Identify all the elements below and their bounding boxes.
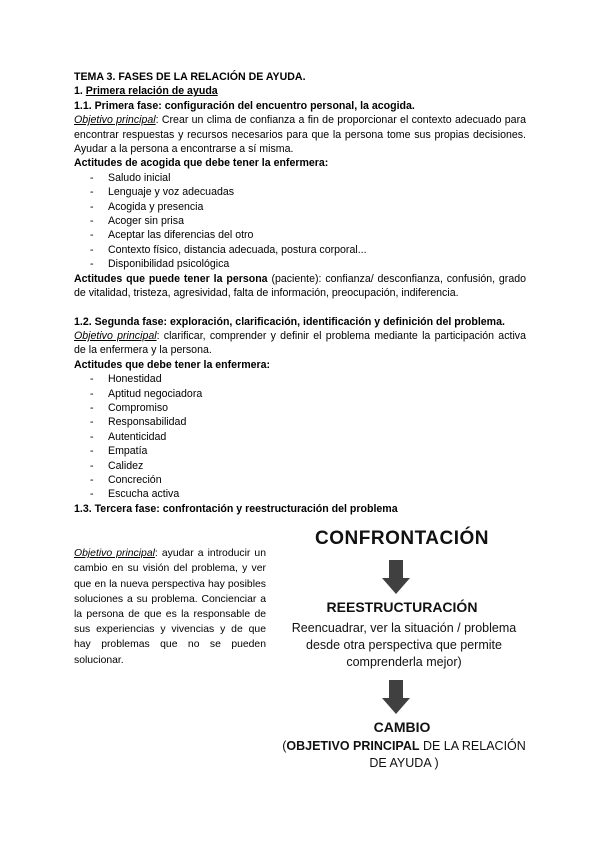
diagram-step-cambio-text: [274, 738, 534, 772]
phase-1-objective-label: Objetivo principal: [74, 114, 156, 127]
diagram-step-reestructuracion-text: Reencuadrar, ver la situación / problema desde otra perspectiva que permite comprenderla mejor): [291, 621, 517, 670]
list-item: - Empatía: [74, 444, 526, 458]
list-item: - Disponibilidad psicológica: [74, 257, 526, 271]
arrow-down-icon: [382, 560, 410, 594]
diagram-paren: (: [282, 739, 287, 754]
phase-1-attitudes-list: [74, 171, 526, 272]
section-1-heading: [74, 84, 526, 98]
phase-2-objective: [74, 329, 526, 358]
list-item: - Concreción: [74, 473, 526, 487]
list-item: - Honestidad: [74, 372, 526, 386]
patient-attitudes: [74, 272, 526, 301]
phase-3-objective-label: Objetivo principal: [74, 548, 155, 560]
phase-3-objective: [74, 546, 266, 668]
phase-3-section: [74, 516, 526, 776]
phase-3-objective-text: : ayudar a introducir un cambio en su visión del problema, y ver que en la nueva perspectiva hay posibles soluciones a su problema. Concienciar a la persona de que es la responsable de sus experiencias y vivencias y de que hay problemas que no se pueden solucionar.: [74, 548, 266, 666]
list-item: - Acoger sin prisa: [74, 214, 526, 228]
arrow-down-icon: [382, 680, 410, 714]
phase-2-objective-label: Objetivo principal: [74, 329, 157, 342]
list-item: - Aptitud negociadora: [74, 387, 526, 401]
diagram-step-reestructuracion: REESTRUCTURACIÓN: [326, 599, 478, 616]
document-title: TEMA 3. FASES DE LA RELACIÓN DE AYUDA.: [74, 71, 306, 83]
list-item: - Responsabilidad: [74, 415, 526, 429]
list-item: - Escucha activa: [74, 487, 526, 501]
list-item: - Contexto físico, distancia adecuada, postura corporal...: [74, 243, 526, 257]
phase-1-heading: 1.1. Primera fase: configuración del encuentro personal, la acogida.: [74, 99, 415, 112]
list-item: - Lenguaje y voz adecuadas: [74, 185, 526, 199]
phase-2-attitudes-list: [74, 372, 526, 502]
phase-3-heading: 1.3. Tercera fase: confrontación y reestructuración del problema: [74, 502, 398, 515]
list-item: - Calidez: [74, 459, 526, 473]
section-1-number: 1.: [74, 85, 86, 98]
list-item: - Acogida y presencia: [74, 200, 526, 214]
patient-attitudes-text: (paciente): confianza/ desconfianza, confusión, grado de vitalidad, tristeza, agresividad, falta de información, preocupación, indiferencia.: [74, 272, 527, 300]
list-item: - Aceptar las diferencias del otro: [74, 228, 526, 242]
patient-attitudes-label: Actitudes que puede tener la persona: [74, 272, 268, 285]
list-item: - Saludo inicial: [74, 171, 526, 185]
list-item: - Autenticidad: [74, 430, 526, 444]
phase-1-attitudes-heading: Actitudes de acogida que debe tener la enfermera:: [74, 157, 329, 170]
document-page: [74, 70, 526, 776]
phases-diagram: [274, 516, 534, 776]
list-item: - Compromiso: [74, 401, 526, 415]
phase-1-objective: [74, 113, 526, 156]
phase-2-attitudes-heading: Actitudes que debe tener la enfermera:: [74, 358, 271, 371]
diagram-step-confrontacion: CONFRONTACIÓN: [315, 528, 489, 550]
phase-2-objective-text: : clarificar, comprender y definir el problema mediante la participación activa de la enfermera y la persona.: [74, 329, 526, 357]
diagram-step-cambio: CAMBIO: [373, 719, 431, 736]
section-1-title: Primera relación de ayuda: [85, 85, 218, 98]
phase-1-objective-text: : Crear un clima de confianza a fin de proporcionar el contexto adecuado para encontrar respuestas y recursos necesarios para que la persona tome sus propias decisiones. Ayudar a la persona a encontrarse a sí misma.: [74, 114, 526, 156]
diagram-objective-rest: DE LA RELACIÓN DE AYUDA ): [369, 739, 526, 771]
diagram-objective-bold: OBJETIVO PRINCIPAL: [286, 739, 420, 754]
phase-2-heading: 1.2. Segunda fase: exploración, clarificación, identificación y definición del problema.: [74, 315, 505, 328]
